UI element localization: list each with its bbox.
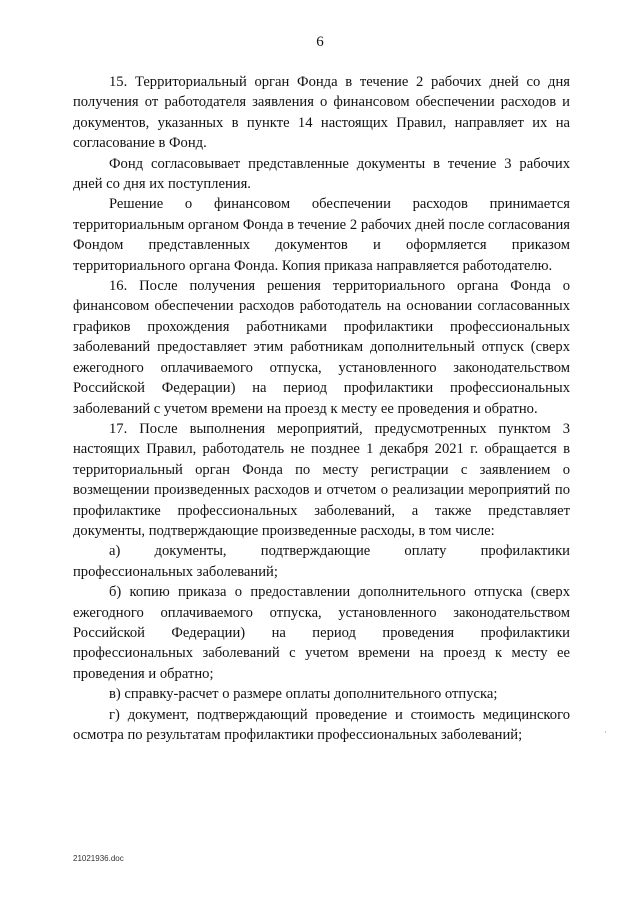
list-item-a: а) документы, подтверждающие оплату профилактики профессиональных заболеваний; xyxy=(73,543,570,580)
list-item-v: в) справку-расчет о размере оплаты дополнительного отпуска; xyxy=(109,686,498,703)
margin-mark: · xyxy=(604,727,607,737)
list-item-g: г) документ, подтверждающий проведение и стоимость медицинского осмотра по результатам профилактики профессиональных заболеваний; xyxy=(73,706,570,743)
document-body xyxy=(73,72,570,745)
paragraph-17: 17. После выполнения мероприятий, предусмотренных пунктом 3 настоящих Правил, работодатель не позднее 1 декабря 2021 г. обращается в территориальный орган Фонда по месту регистрации с заявлением о возмещении произведенных расходов и отчетом о реализации мероприятий по профилактике профессиональных заболеваний, а также представляет документы, подтверждающие произведенные расходы, в том числе: xyxy=(73,420,570,539)
paragraph-16: 16. После получения решения территориального органа Фонда о финансовом обеспечении расходов работодатель на основании согласованных графиков прохождения работниками профилактики профессиональных заболеваний предоставляет этим работникам дополнительный отпуск (сверх ежегодного оплачиваемого отпуска, установленного законодательством Российской Федерации) на период профилактики профессиональных заболеваний с учетом времени на проезд к месту ее проведения и обратно. xyxy=(73,278,570,417)
paragraph-fund-approval: Фонд согласовывает представленные документы в течение 3 рабочих дней со дня их поступления. xyxy=(73,155,570,193)
list-item-b: б) копию приказа о предоставлении дополнительного отпуска (сверх ежегодного оплачиваемого отпуска, установленного законодательством Российской Федерации) на период проведения профилактики профессиональных заболеваний с учетом времени на проезд к месту ее проведения и обратно; xyxy=(73,584,570,682)
page-number: 6 xyxy=(316,34,324,50)
footer-filename: 21021936.doc xyxy=(73,854,124,863)
paragraph-15: 15. Территориальный орган Фонда в течение 2 рабочих дней со дня получения от работодателя заявления о финансовом обеспечении расходов и документов, указанных в пункте 14 настоящих Правил, направляет их на согласование в Фонд. xyxy=(73,74,570,152)
paragraph-decision: Решение о финансовом обеспечении расходов принимается территориальным органом Фонда в течение 2 рабочих дней после согласования Фондом представленных документов и оформляется приказом территориального органа Фонда. Копия приказа направляется работодателю. xyxy=(73,196,570,274)
